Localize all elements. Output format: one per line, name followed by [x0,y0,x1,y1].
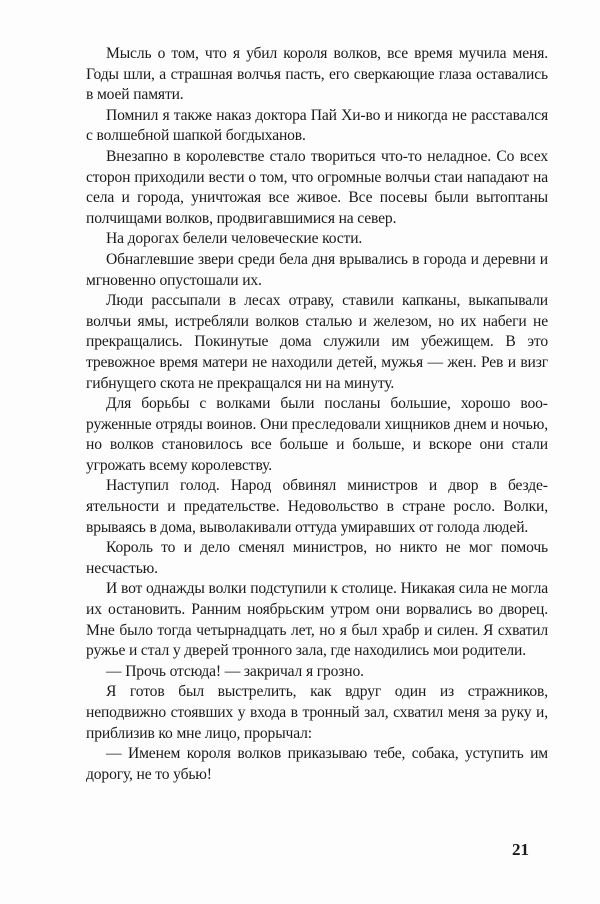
page-text [86,44,548,785]
paragraph: На дорогах белели человеческие кости. [106,230,363,248]
page-number: 21 [512,840,529,859]
paragraph: Внезапно в королевстве стало твориться что-то неладное. Со всех сторон приходили вести о том, что огромные волчьи стаи нападают на села и города, уничтожая все живое. Все посевы были вытоптаны полчищами волков, продвигавшимися на север. [86,147,548,227]
paragraph: Обнаглевшие звери среди бела дня врывались в города и деревни и мгновенно опустошали их. [86,250,548,289]
paragraph: Наступил голод. Народ обвинял министров и двор в бездеятельности и предательстве. Недовольство в стране росло. Волки, врываясь в дома, выволакивали оттуда умиравших от голода людей. [86,477,548,536]
paragraph: Люди рассыпали в лесах отраву, ставили капканы, выкапывали волчьи ямы, истребляли волков сталью и железом, но их набеги не прекращались. Покинутые дома служили им убежищем. В это тревожное время матери не находили детей, мужья — жен. Рев и визг гибнущего скота не прекращался ни на минуту. [86,292,548,392]
paragraph: — Именем короля волков приказываю тебе, собака, уступить им дорогу, не то убью! [86,745,548,783]
paragraph: — Прочь отсюда! — закричал я грозно. [106,662,364,680]
paragraph: Для борьбы с волками были посланы большие, хорошо вооруженные отряды воинов. Они преследовали хищников днем и ночью, но волков становилось все больше и больше, и вскоре они стали угрожать всему королевству. [86,395,548,474]
paragraph: Мысль о том, что я убил короля волков, все время мучила меня. Годы шли, а страшная волчья пасть, его сверкающие глаза оставались в моей памяти. [86,45,548,104]
paragraph: Помнил я также наказ доктора Пай Хи-во и никогда не расставался с волшебной шапкой богдыханов. [86,106,548,145]
paragraph: Я готов был выстрелить, как вдруг один из стражников, неподвижно стоявших у входа в тронный зал, схватил меня за руку и, приблизив ко мне лицо, прорычал: [86,683,548,742]
paragraph: Король то и дело сменял министров, но никто не мог помочь несчастью. [86,539,548,577]
paragraph: И вот однажды волки подступили к столице. Никакая сила не могла их остановить. Ранним ноябрьским утром они ворвались во дворец. Мне было тогда четырнадцать лет, но я был храбр и силен. Я схватил ружье и стал у дверей тронного зала, где находились мои родители. [86,580,548,660]
